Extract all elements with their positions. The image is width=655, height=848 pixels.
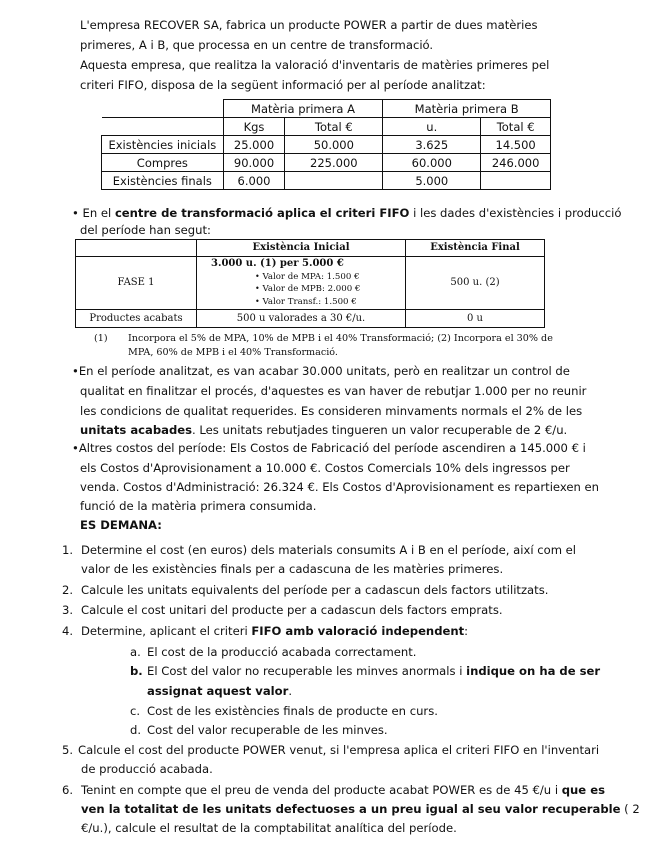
q4-text — [81, 622, 468, 642]
row-label: Existències finals — [102, 172, 224, 190]
bullet-2-line-4 — [80, 421, 567, 441]
q3-number: 3. — [62, 603, 74, 617]
q5-line-2: de producció acabada. — [81, 762, 213, 776]
q2-number: 2. — [62, 583, 74, 597]
qa-text: El cost de la producció acabada correctament. — [147, 645, 417, 659]
q6-bold-2: ven la totalitat de les unitats defectuoses a un preu igual al seu valor recuperable — [81, 802, 621, 816]
table-row: FASE 1 3.000 u. (1) per 5.000 € • Valor de MPA: 1.500 € • Valor de MPB: 2.000 € • Valor Transf.: 1.500 € 500 u. (2) — [76, 257, 545, 310]
qd-text: Cost del valor recuperable de les minves. — [147, 723, 388, 737]
qc-text: Cost de les existències finals de producte en curs. — [147, 704, 438, 718]
cell: 14.500 — [481, 136, 551, 154]
cell: 6.000 — [223, 172, 285, 190]
bullet-1-line-1: • En el centre de transformació aplica el criteri FIFO i les dades d'existències i producció — [72, 206, 622, 220]
footnote-line-2: MPA, 60% de MPB i el 40% Transformació. — [128, 347, 338, 358]
cell: 25.000 — [223, 136, 285, 154]
prod-final: 0 u — [406, 310, 545, 328]
row-label: Existències inicials — [102, 136, 224, 154]
q1-line-1: Determine el cost (en euros) dels materials consumits A i B en el període, així com el — [81, 543, 577, 557]
row-label: Compres — [102, 154, 224, 172]
q4-bold: FIFO amb valoració independent — [251, 624, 465, 638]
cell — [481, 172, 551, 190]
table-row — [102, 172, 551, 190]
bullet-3-line-1: •Altres costos del període: Els Costos de Fabricació del període ascendiren a 145.000 € i — [72, 441, 586, 455]
cell: 5.000 — [383, 172, 481, 190]
q6-bold-1: que es — [561, 783, 605, 797]
header-final: Existència Final — [406, 240, 545, 257]
intro-line-4: criteri FIFO, disposa de la següent informació per al període analitzat: — [80, 78, 486, 92]
prod-initial: 500 u valorades a 30 €/u. — [197, 310, 406, 328]
footnote-line-1: Incorpora el 5% de MPA, 10% de MPB i el 40% Transformació; (2) Incorpora el 30% de — [128, 333, 553, 344]
cell: 225.000 — [285, 154, 383, 172]
q1-line-2: valor de les existències finals per a cadascuna de les matèries primeres. — [81, 562, 504, 576]
q4-number: 4. — [62, 624, 74, 638]
fase-final: 500 u. (2) — [406, 257, 545, 310]
header-material-b: Matèria primera B — [383, 100, 551, 118]
q2-text: Calcule les unitats equivalents del període per a cadascun dels factors utilitzats. — [81, 583, 549, 597]
bullet-2-line-1: •En el període analitzat, es van acabar 30.000 unitats, però en realitzar un control de — [72, 364, 570, 378]
qb-letter: b. — [130, 664, 143, 678]
cell: 50.000 — [285, 136, 383, 154]
qb-end: . — [288, 684, 292, 698]
bullet-1-pre: En el — [82, 206, 115, 220]
prod-label: Productes acabats — [76, 310, 197, 328]
fase-label: FASE 1 — [76, 257, 197, 310]
col-a-qty: Kgs — [223, 118, 285, 136]
bullet-3-line-4: funció de la matèria primera consumida. — [80, 499, 317, 513]
fase-item-mpb: Valor de MPB: 2.000 € — [262, 284, 361, 294]
cell: 3.625 — [383, 136, 481, 154]
qb-bold-2: assignat aquest valor — [147, 684, 289, 698]
col-a-total: Total € — [285, 118, 383, 136]
col-b-total: Total € — [481, 118, 551, 136]
bullet-2-bold: unitats acabades — [80, 423, 193, 437]
bullet-2-line-3: les condicions de qualitat requerides. Es consideren minvaments normals el 2% de les — [80, 404, 583, 418]
cell — [285, 172, 383, 190]
qb-line-1 — [147, 662, 600, 682]
q6-line-2-end: ( 2 — [620, 802, 640, 816]
footnote-number: (1) — [94, 333, 108, 344]
cell: 246.000 — [481, 154, 551, 172]
col-b-qty: u. — [383, 118, 481, 136]
q1-number: 1. — [62, 543, 74, 557]
fase-item-transf: Valor Transf.: 1.500 € — [262, 296, 357, 307]
qb-pre: El Cost del valor no recuperable les minves anormals i — [147, 664, 467, 678]
bullet-2-rest: . Les unitats rebutjades tingueren un valor recuperable de 2 €/u. — [192, 423, 568, 437]
q6-line-3: €/u.), calcule el resultat de la comptabilitat analítica del període. — [81, 821, 457, 835]
intro-line-2: primeres, A i B, que processa en un centre de transformació. — [80, 38, 434, 52]
bullet-2-text: En el període analitzat, es van acabar 30.000 unitats, però en realitzar un control de — [78, 364, 570, 378]
fase-item-mpa: Valor de MPA: 1.500 € — [262, 271, 360, 282]
bullet-3-line-2: els Costos d'Aprovisionament a 10.000 €. Costos Comercials 10% dels ingressos per — [80, 461, 570, 475]
bullet-1-bold: centre de transformació aplica el criteri FIFO — [114, 206, 410, 220]
raw-materials-table — [101, 99, 551, 190]
qc-letter: c. — [130, 704, 141, 718]
qb-bold-1: indique on ha de ser — [466, 664, 601, 678]
q4-pre: Determine, aplicant el criteri — [81, 624, 252, 638]
q4-post: : — [464, 624, 469, 638]
cell: 60.000 — [383, 154, 481, 172]
bullet-1-post: i les dades d'existències i producció — [409, 206, 622, 220]
bullet-1-line-2: del període han segut: — [80, 223, 211, 237]
q6-line-2 — [81, 800, 640, 820]
q3-text: Calcule el cost unitari del producte per a cadascun dels factors emprats. — [81, 603, 503, 617]
qa-letter: a. — [130, 645, 141, 659]
bullet-3-line-3: venda. Costos d'Administració: 26.324 €. Els Costos d'Aprovisionament es repartiexen en — [80, 480, 600, 494]
table-row — [102, 154, 551, 172]
q5-line-1: Calcule el cost del producte POWER venut, si l'empresa aplica el criteri FIFO en l'inventari — [78, 743, 600, 757]
table-row — [76, 310, 545, 328]
process-table — [75, 239, 545, 328]
bullet-2-line-2: qualitat en finalitzar el procés, d'aquestes es van haver de rebutjar 1.000 per no reunir — [80, 384, 587, 398]
table-row — [102, 136, 551, 154]
qd-letter: d. — [130, 723, 142, 737]
q6-pre: Tenint en compte que el preu de venda del producte acabat POWER es de 45 €/u i — [81, 783, 562, 797]
fase-initial: 3.000 u. (1) per 5.000 € — [211, 258, 344, 269]
cell: 90.000 — [223, 154, 285, 172]
bullet-3-text: Altres costos del període: Els Costos de Fabricació del període ascendiren a 145.000 € i — [78, 441, 586, 455]
header-initial: Existència Inicial — [197, 240, 406, 257]
q6-number: 6. — [62, 783, 74, 797]
header-material-a: Matèria primera A — [223, 100, 383, 118]
intro-line-1: L'empresa RECOVER SA, fabrica un producte POWER a partir de dues matèries — [80, 18, 538, 32]
intro-line-3: Aquesta empresa, que realitza la valoració d'inventaris de matèries primeres pel — [80, 58, 550, 72]
qb-line-2 — [147, 682, 292, 702]
demand-title: ES DEMANA: — [80, 518, 162, 532]
q6-line-1 — [81, 781, 605, 801]
q5-number: 5. — [62, 743, 74, 757]
